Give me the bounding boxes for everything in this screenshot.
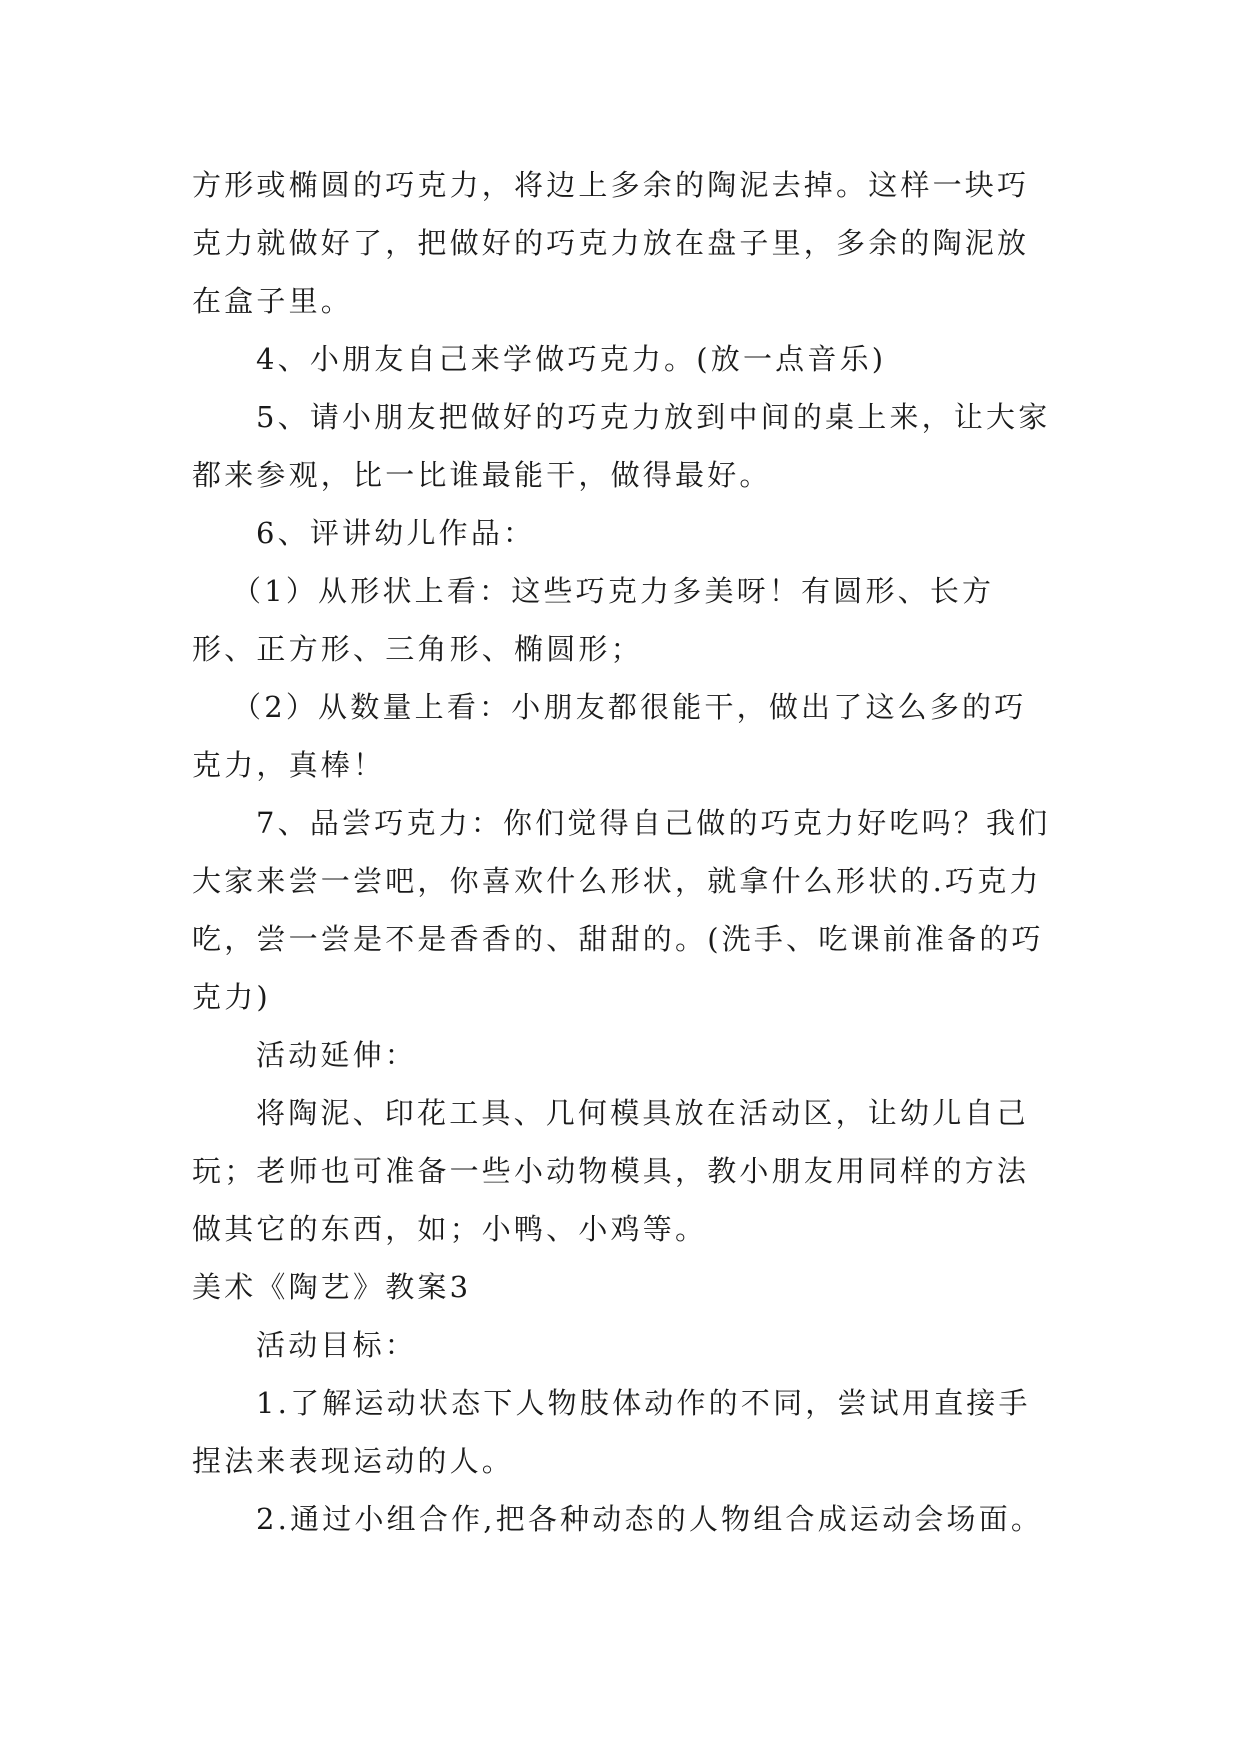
section-title: 美术《陶艺》教案3 [192,1270,472,1304]
paragraph-extension: 将陶泥、印花工具、几何模具放在活动区，让幼儿自己玩；老师也可准备一些小动物模具，教小朋友用同样的方法做其它的东西，如；小鸭、小鸡等。 [192,1096,1030,1246]
paragraph-goal-2: 2.通过小组合作,把各种动态的人物组合成运动会场面。 [256,1502,1044,1536]
document-body [192,156,1052,1548]
paragraph-step-6: 6、评讲幼儿作品： [256,516,536,550]
paragraph-continuation: 方形或椭圆的巧克力，将边上多余的陶泥去掉。这样一块巧克力就做好了，把做好的巧克力放在盘子里，多余的陶泥放在盒子里。 [192,168,1030,318]
paragraph-shape-review: （1）从形状上看：这些巧克力多美呀！有圆形、长方形、正方形、三角形、椭圆形； [192,574,995,666]
paragraph-step-4: 4、小朋友自己来学做巧克力。(放一点音乐) [256,342,887,376]
paragraph-step-5: 5、请小朋友把做好的巧克力放到中间的桌上来，让大家都来参观，比一比谁最能干，做得最好。 [192,400,1051,492]
paragraph-extension-label: 活动延伸： [256,1038,418,1072]
paragraph-step-7: 7、品尝巧克力：你们觉得自己做的巧克力好吃吗？我们大家来尝一尝吧，你喜欢什么形状，就拿什么形状的.巧克力吃，尝一尝是不是香香的、甜甜的。(洗手、吃课前准备的巧克力) [192,806,1051,1014]
paragraph-goals-label: 活动目标： [256,1328,418,1362]
paragraph-goal-1: 1.了解运动状态下人物肢体动作的不同，尝试用直接手捏法来表现运动的人。 [192,1386,1031,1478]
paragraph-quantity-review: （2）从数量上看：小朋友都很能干，做出了这么多的巧克力，真棒！ [192,690,1027,782]
